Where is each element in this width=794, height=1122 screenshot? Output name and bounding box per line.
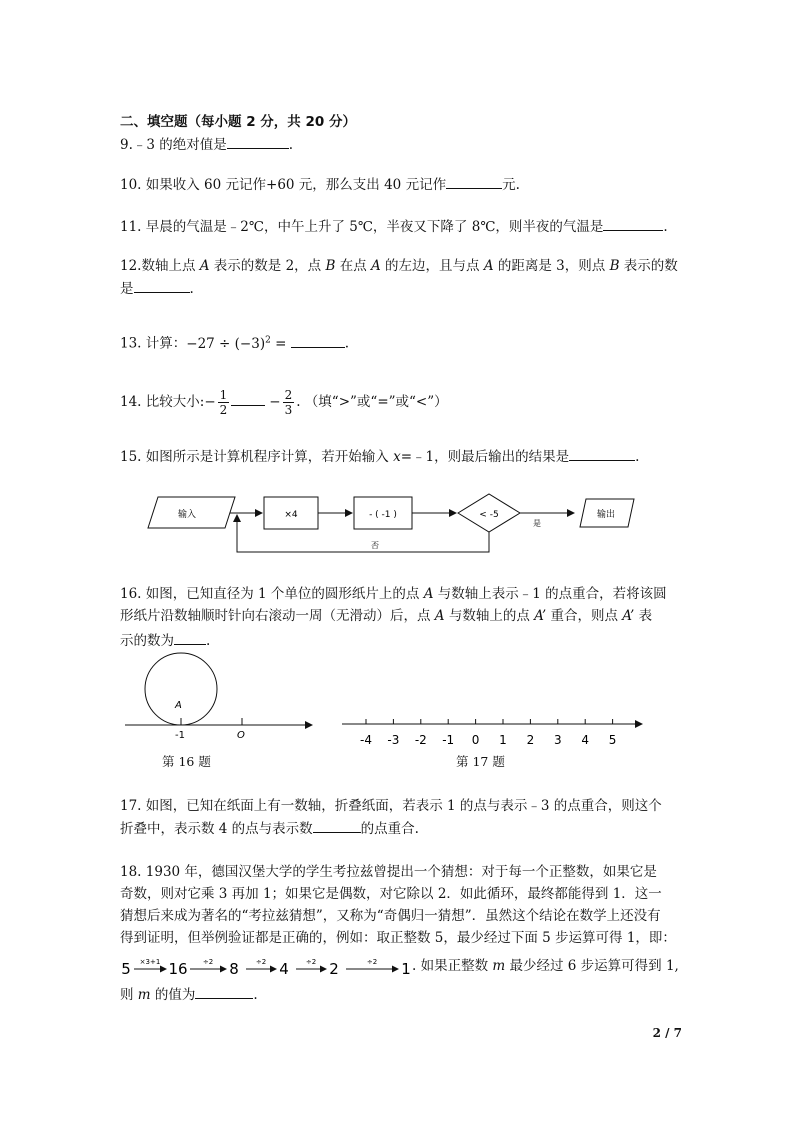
axis-tick-label: 1: [499, 733, 507, 747]
answer-blank[interactable]: [603, 216, 663, 231]
collatz-chain-diagram: [120, 952, 420, 982]
question-17-line1: 17. 如图，已知在纸面上有一数轴，折叠纸面，若表示 1 的点与表示﹣3 的点重合，则这个: [120, 798, 662, 814]
axis-tick-label: -3: [387, 733, 400, 747]
axis-tick-label: -4: [360, 733, 372, 747]
chain-operation: ÷2: [305, 958, 317, 966]
answer-blank[interactable]: [313, 818, 361, 833]
chain-number: 5: [121, 960, 131, 978]
figure-17: [340, 712, 646, 752]
fraction: $\frac{1}{2}$: [219, 388, 228, 417]
axis-tick-label: -2: [414, 733, 427, 747]
answer-blank[interactable]: [227, 134, 289, 149]
chain-number: 2: [329, 960, 339, 978]
answer-blank[interactable]: [569, 446, 635, 461]
svg-text:O: O: [237, 730, 245, 741]
question-18-line3: 猜想后来成为著名的“考拉兹猜想”，又称为“奇偶归一猜想”．虽然这个结论在数学上还没有: [120, 908, 661, 924]
question-17-line2: 折叠中，表示数 4 的点与表示数 的点重合.: [120, 818, 419, 839]
chain-operation: ×3+1: [139, 958, 161, 966]
axis-tick-label: 0: [471, 733, 480, 747]
page-number: 2 / 7: [652, 1026, 682, 1040]
chain-operation: ÷2: [255, 958, 267, 966]
svg-text:输入: 输入: [177, 510, 197, 520]
math-expression: $-27 \div (-3)^2$ =: [186, 335, 291, 352]
answer-blank[interactable]: [231, 393, 265, 406]
figure-16: [120, 652, 320, 742]
svg-text:-1: -1: [175, 730, 185, 741]
chain-operation: ÷2: [202, 958, 214, 966]
chain-number: 8: [229, 960, 239, 978]
svg-text:×4: ×4: [284, 510, 298, 520]
figure-16-caption: 第 16 题: [162, 754, 211, 769]
answer-blank[interactable]: [134, 278, 190, 293]
axis-tick-label: 3: [553, 733, 562, 747]
question-18-line6: 则 m 的值为 .: [120, 984, 258, 1005]
axis-tick-label: 2: [526, 733, 535, 747]
question-13: 13. 计算：$-27 \div (-3)^2$ = .: [120, 330, 349, 354]
chain-operation: ÷2: [366, 958, 378, 966]
answer-blank[interactable]: [291, 333, 345, 348]
svg-text:输出: 输出: [596, 510, 616, 520]
answer-blank[interactable]: [195, 984, 253, 999]
chain-number: 16: [168, 960, 188, 978]
fraction: $\frac{2}{3}$: [284, 388, 293, 417]
question-18-line5: . 如果正整数 m 最少经过 6 步运算可得到 1,: [412, 958, 679, 974]
question-12-line2: 是 .: [120, 278, 194, 299]
question-18-line4: 得到证明，但举例验证都是正确的，例如：取正整数 5，最少经过下面 5 步运算可得 1，即：: [120, 930, 676, 946]
figure-17-caption: 第 17 题: [456, 754, 505, 769]
question-18-line2: 奇数，则对它乘 3 再加 1；如果它是偶数，对它除以 2．如此循环，最终都能得到 1．这一: [120, 886, 662, 902]
flowchart: [140, 488, 640, 558]
question-18-line1: 18. 1930 年，德国汉堡大学的学生考拉兹曾提出一个猜想：对于每一个正整数，如果它是: [120, 864, 657, 880]
answer-blank[interactable]: [174, 630, 206, 645]
question-15: 15. 如图所示是计算机程序计算，若开始输入 x=﹣1，则最后输出的结果是 .: [120, 446, 639, 467]
collatz-chain: [120, 952, 680, 982]
axis-tick-label: -1: [442, 733, 455, 747]
question-12-line1: 12.数轴上点 A 表示的数是 2，点 B 在点 A 的左边，且与点 A 的距离是 3，则点 B 表示的数: [120, 258, 678, 274]
chain-number: 1: [401, 960, 411, 978]
axis-tick-label: 5: [608, 733, 617, 747]
svg-text:否: 否: [371, 541, 379, 550]
question-16-line1: 16. 如图，已知直径为 1 个单位的圆形纸片上的点 A 与数轴上表示﹣1 的点重合，若将该圆: [120, 586, 667, 602]
question-9: 9.﹣3 的绝对值是 .: [120, 134, 293, 155]
svg-text:< -5: < -5: [479, 510, 499, 520]
chain-number: 4: [279, 960, 289, 978]
section-title: 二、填空题（每小题 2 分，共 20 分）: [120, 114, 356, 130]
axis-tick-label: 4: [581, 733, 590, 747]
question-11: 11. 早晨的气温是﹣2℃，中午上升了 5℃，半夜又下降了 8℃，则半夜的气温是 .: [120, 216, 668, 237]
paper-circle: [145, 653, 217, 725]
answer-blank[interactable]: [446, 174, 502, 189]
question-16-line2: 形纸片沿数轴顺时针向右滚动一周（无滑动）后，点 A 与数轴上的点 A’ 重合，则点 A’ 表: [120, 608, 653, 624]
question-10: 10. 如果收入 60 元记作+60 元，那么支出 40 元记作 元.: [120, 174, 520, 195]
svg-text:是: 是: [533, 519, 541, 528]
question-16-line3: 示的数为 .: [120, 630, 210, 651]
question-14: 14. 比较大小:− $\frac{1}{2}$ − $\frac{2}{3}$ . （填“>”或“=”或“<”）: [120, 388, 448, 417]
svg-text:- ( -1 ): - ( -1 ): [369, 510, 397, 520]
svg-text:A: A: [175, 700, 182, 711]
